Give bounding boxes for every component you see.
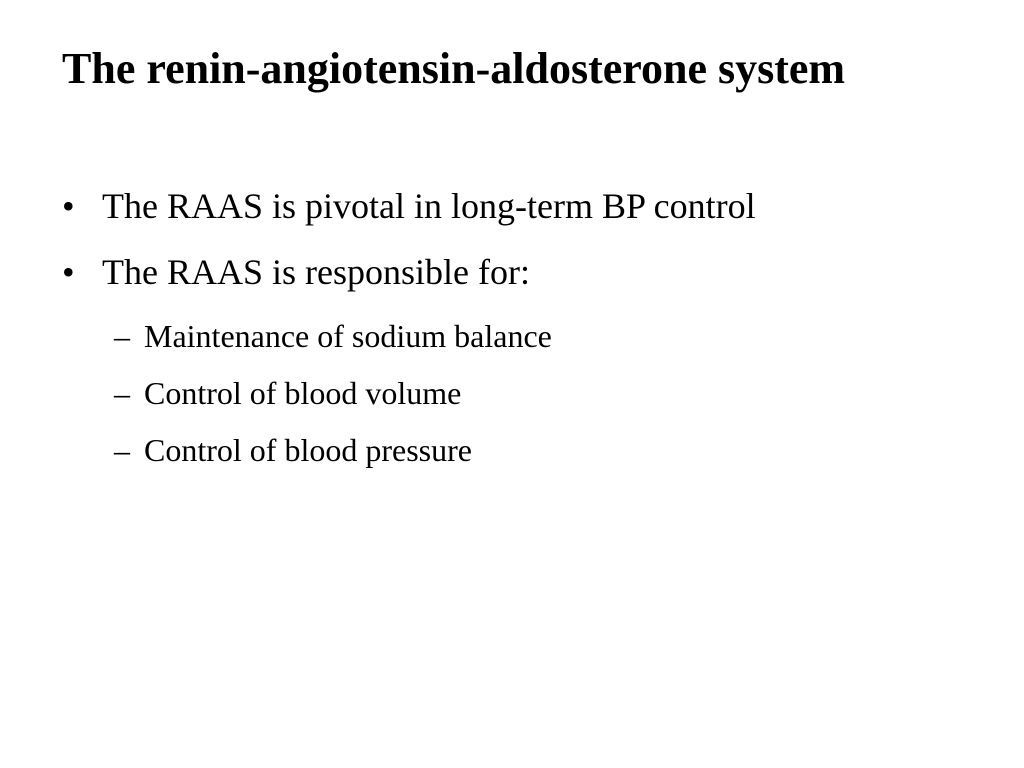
bullet-text: The RAAS is responsible for: xyxy=(102,252,530,292)
sub-bullet-item xyxy=(62,318,1002,354)
bullet-list xyxy=(62,186,1002,489)
sub-bullet-text: Maintenance of sodium balance xyxy=(144,318,552,354)
bullet-item xyxy=(62,186,1002,226)
sub-bullet-text: Control of blood pressure xyxy=(144,432,472,468)
bullet-marker: • xyxy=(62,186,75,226)
sub-bullet-marker: – xyxy=(114,432,130,468)
sub-bullet-marker: – xyxy=(114,318,130,354)
slide-title: The renin-angiotensin-aldosterone system xyxy=(62,44,846,93)
sub-bullet-list xyxy=(62,318,1002,468)
sub-bullet-marker: – xyxy=(114,375,130,411)
sub-bullet-group xyxy=(62,318,1002,468)
bullet-text: The RAAS is pivotal in long-term BP control xyxy=(102,186,756,226)
bullet-item xyxy=(62,252,1002,292)
sub-bullet-item xyxy=(62,375,1002,411)
sub-bullet-text: Control of blood volume xyxy=(144,375,462,411)
bullet-marker: • xyxy=(62,252,75,292)
sub-bullet-item xyxy=(62,432,1002,468)
